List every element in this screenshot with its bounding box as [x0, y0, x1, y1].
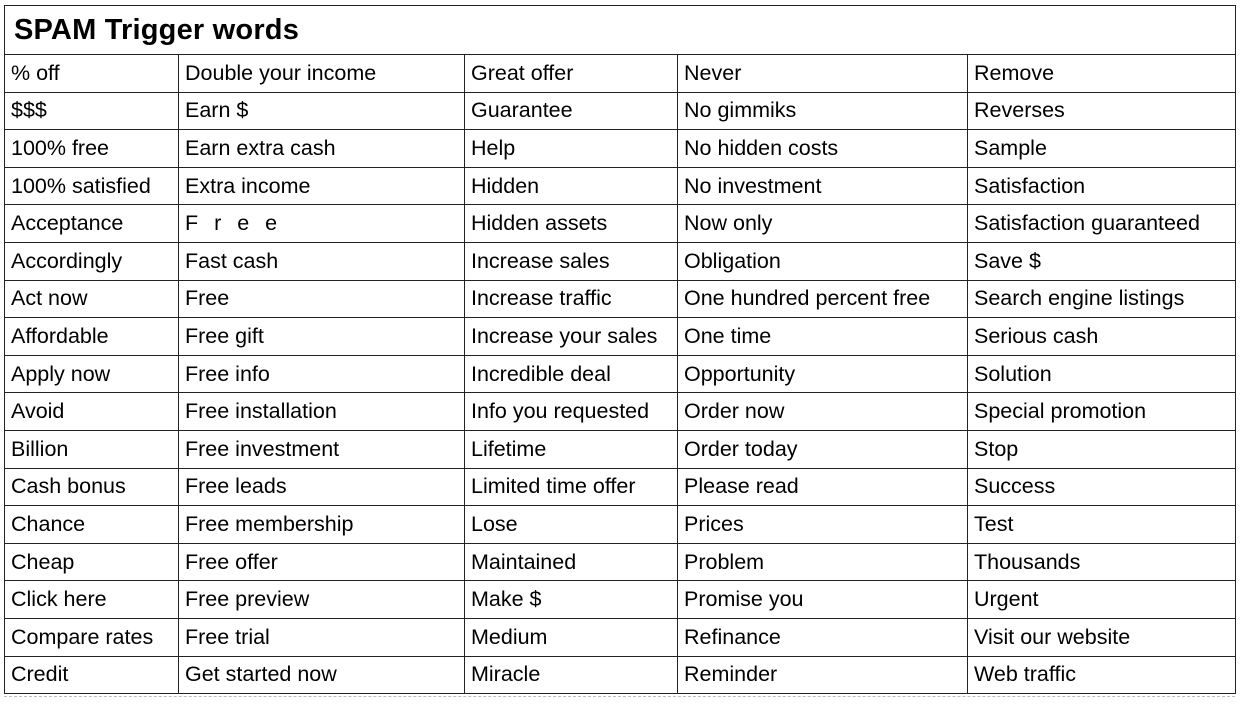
word-cell: $$$	[5, 92, 179, 130]
word-cell: 100% satisfied	[5, 167, 179, 205]
word-cell: Free investment	[179, 430, 465, 468]
word-cell: Thousands	[968, 543, 1236, 581]
word-cell: Free gift	[179, 318, 465, 356]
word-cell: Make $	[465, 581, 678, 619]
word-cell: Chance	[5, 506, 179, 544]
word-cell: Test	[968, 506, 1236, 544]
word-cell: Billion	[5, 430, 179, 468]
word-cell: F r e e	[179, 205, 465, 243]
word-cell: Increase your sales	[465, 318, 678, 356]
table-title: SPAM Trigger words	[5, 6, 1236, 55]
table-row	[5, 318, 1236, 356]
table-row	[5, 430, 1236, 468]
word-cell: Reminder	[678, 656, 968, 694]
word-cell: Never	[678, 55, 968, 93]
word-cell: No investment	[678, 167, 968, 205]
table-title-row	[5, 6, 1236, 55]
word-cell: Incredible deal	[465, 355, 678, 393]
word-cell: Order now	[678, 393, 968, 431]
table-row	[5, 355, 1236, 393]
table-body	[5, 55, 1236, 694]
word-cell: Stop	[968, 430, 1236, 468]
word-cell: Web traffic	[968, 656, 1236, 694]
word-cell: Cash bonus	[5, 468, 179, 506]
spam-trigger-words-sheet	[4, 5, 1235, 711]
word-cell: Apply now	[5, 355, 179, 393]
word-cell: Miracle	[465, 656, 678, 694]
word-cell: Maintained	[465, 543, 678, 581]
word-cell: Click here	[5, 581, 179, 619]
table-row	[5, 618, 1236, 656]
word-cell: Problem	[678, 543, 968, 581]
word-cell: Act now	[5, 280, 179, 318]
table-row	[5, 242, 1236, 280]
word-cell: Visit our website	[968, 618, 1236, 656]
word-cell: Hidden assets	[465, 205, 678, 243]
word-cell: Free installation	[179, 393, 465, 431]
word-cell: Free trial	[179, 618, 465, 656]
word-cell: Refinance	[678, 618, 968, 656]
word-cell: Get started now	[179, 656, 465, 694]
word-cell: Medium	[465, 618, 678, 656]
word-cell: Reverses	[968, 92, 1236, 130]
word-cell: Accordingly	[5, 242, 179, 280]
word-cell: Acceptance	[5, 205, 179, 243]
word-cell: Guarantee	[465, 92, 678, 130]
spam-words-table	[4, 5, 1236, 694]
word-cell: Lifetime	[465, 430, 678, 468]
word-cell: Cheap	[5, 543, 179, 581]
table-row	[5, 92, 1236, 130]
word-cell: Help	[465, 130, 678, 168]
word-cell: Info you requested	[465, 393, 678, 431]
word-cell: Satisfaction guaranteed	[968, 205, 1236, 243]
word-cell: Search engine listings	[968, 280, 1236, 318]
table-row	[5, 656, 1236, 694]
word-cell: Extra income	[179, 167, 465, 205]
word-cell: Please read	[678, 468, 968, 506]
word-cell: Obligation	[678, 242, 968, 280]
table-row	[5, 468, 1236, 506]
word-cell: Sample	[968, 130, 1236, 168]
cut-off-row-edge	[4, 696, 1235, 702]
word-cell: Remove	[968, 55, 1236, 93]
word-cell: Save $	[968, 242, 1236, 280]
table-row	[5, 581, 1236, 619]
word-cell: Free info	[179, 355, 465, 393]
table-row	[5, 280, 1236, 318]
word-cell: Promise you	[678, 581, 968, 619]
word-cell: Free leads	[179, 468, 465, 506]
word-cell: % off	[5, 55, 179, 93]
word-cell: Free preview	[179, 581, 465, 619]
word-cell: Fast cash	[179, 242, 465, 280]
word-cell: Earn $	[179, 92, 465, 130]
word-cell: Free	[179, 280, 465, 318]
word-cell: Serious cash	[968, 318, 1236, 356]
table-row	[5, 393, 1236, 431]
word-cell: Credit	[5, 656, 179, 694]
table-row	[5, 55, 1236, 93]
word-cell: Great offer	[465, 55, 678, 93]
word-cell: Increase sales	[465, 242, 678, 280]
word-cell: Urgent	[968, 581, 1236, 619]
word-cell: 100% free	[5, 130, 179, 168]
word-cell: Order today	[678, 430, 968, 468]
word-cell: Free membership	[179, 506, 465, 544]
word-cell: Success	[968, 468, 1236, 506]
table-row	[5, 130, 1236, 168]
table-row	[5, 506, 1236, 544]
word-cell: One time	[678, 318, 968, 356]
word-cell: Increase traffic	[465, 280, 678, 318]
word-cell: Solution	[968, 355, 1236, 393]
word-cell: Opportunity	[678, 355, 968, 393]
word-cell: Double your income	[179, 55, 465, 93]
table-row	[5, 167, 1236, 205]
word-cell: Avoid	[5, 393, 179, 431]
word-cell: Hidden	[465, 167, 678, 205]
word-cell: Earn extra cash	[179, 130, 465, 168]
word-cell: Free offer	[179, 543, 465, 581]
table-row	[5, 543, 1236, 581]
word-cell: Limited time offer	[465, 468, 678, 506]
word-cell: Compare rates	[5, 618, 179, 656]
word-cell: Prices	[678, 506, 968, 544]
word-cell: Satisfaction	[968, 167, 1236, 205]
table-row	[5, 205, 1236, 243]
word-cell: No gimmiks	[678, 92, 968, 130]
word-cell: No hidden costs	[678, 130, 968, 168]
word-cell: One hundred percent free	[678, 280, 968, 318]
word-cell: Special promotion	[968, 393, 1236, 431]
word-cell: Affordable	[5, 318, 179, 356]
word-cell: Lose	[465, 506, 678, 544]
word-cell: Now only	[678, 205, 968, 243]
